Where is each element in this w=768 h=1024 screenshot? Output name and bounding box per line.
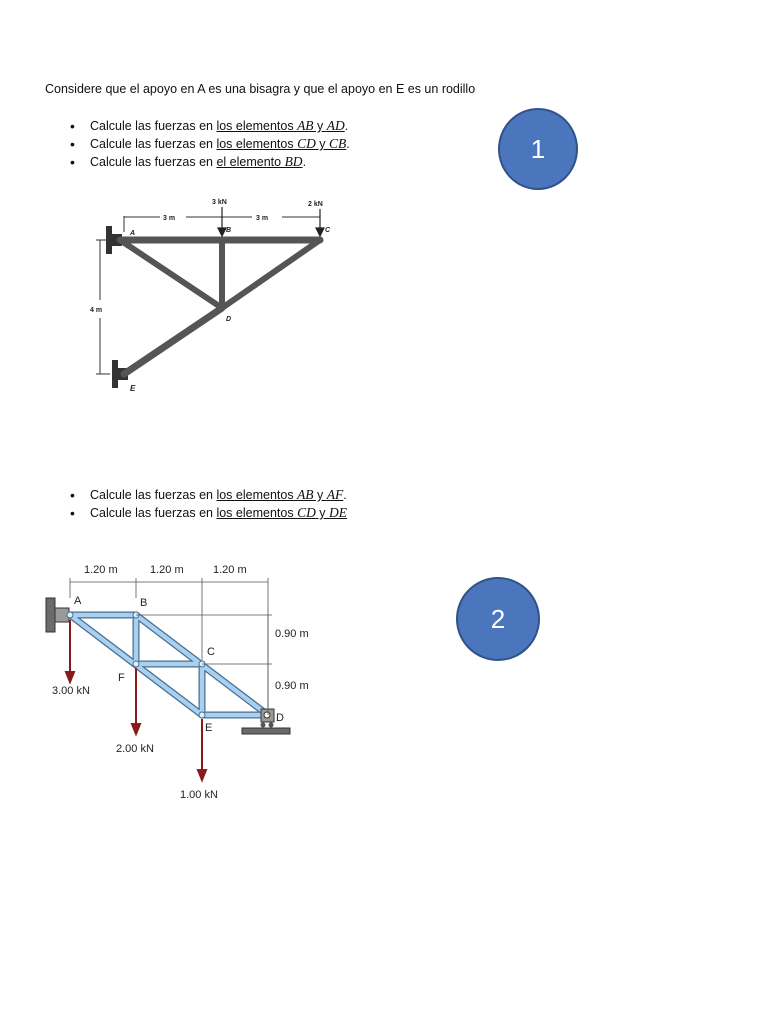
label-d: D (276, 712, 284, 724)
dim-3: 1.20 m (213, 564, 247, 576)
load-c-label: 2 kN (308, 201, 323, 208)
label-e: E (205, 722, 213, 734)
load-f-label: 2.00 kN (116, 743, 154, 755)
problem1-task-3: • Calcule las fuerzas en el elemento BD. (70, 153, 350, 171)
dim-v2: 0.90 m (275, 680, 309, 692)
label-a: A (130, 230, 136, 237)
dim-v1: 0.90 m (275, 628, 309, 640)
wall-support-a (46, 598, 69, 632)
label-a: A (74, 595, 82, 607)
dim-ab: 3 m (163, 215, 176, 222)
intro-text: Considere que el apoyo en A es una bisagra y que el apoyo en E es un rodillo (45, 82, 476, 96)
label-e: E (130, 384, 136, 393)
dim-height: 4 m (90, 307, 103, 314)
dim-2: 1.20 m (150, 564, 184, 576)
load-e-label: 1.00 kN (180, 789, 218, 801)
problem1-task-2: • Calcule las fuerzas en los elementos CD y CB. (70, 135, 350, 153)
dim-bc: 3 m (256, 215, 269, 222)
label-b: B (140, 597, 148, 609)
problem1-number-badge: 1 (498, 108, 578, 190)
label-c: C (325, 227, 331, 234)
dim-1: 1.20 m (84, 564, 118, 576)
label-f: F (118, 672, 125, 684)
problem2-number-badge: 2 (456, 577, 540, 661)
label-b: B (226, 227, 232, 234)
label-c: C (207, 646, 215, 658)
load-b-label: 3 kN (212, 199, 227, 206)
problem1-task-1: • Calcule las fuerzas en los elementos AB y AD. (70, 117, 350, 135)
problem2-task-2: • Calcule las fuerzas en los elementos CD y DE (70, 504, 347, 522)
problem2-task-1: • Calcule las fuerzas en los elementos AB y AF. (70, 486, 347, 504)
label-d: D (226, 316, 232, 323)
load-a-label: 3.00 kN (52, 685, 90, 697)
